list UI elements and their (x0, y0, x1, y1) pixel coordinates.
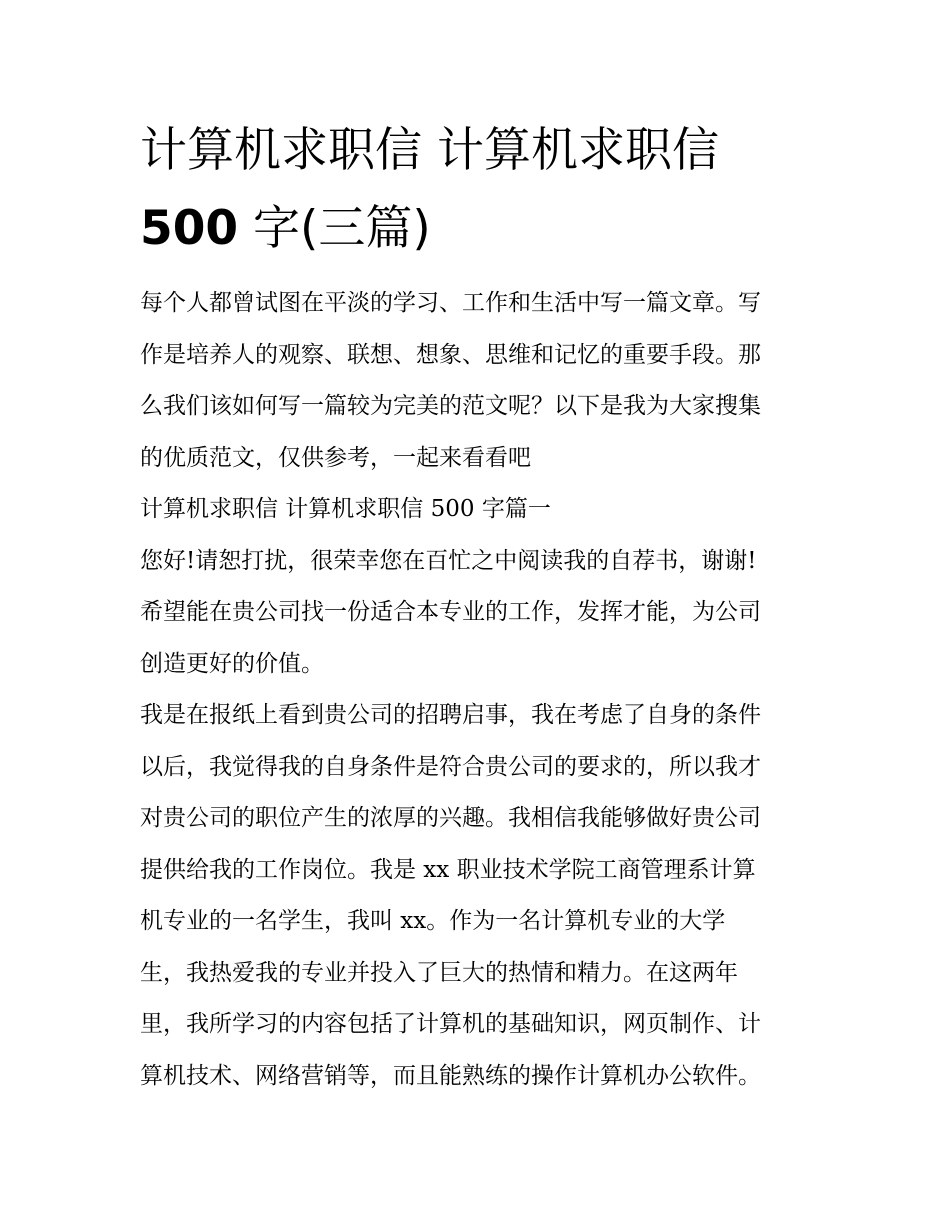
intro-line: 么我们该如何写一篇较为完美的范文呢？以下是我为大家搜集 (140, 393, 761, 419)
paragraph-line: 生，我热爱我的专业并投入了巨大的热情和精力。在这两年 (140, 959, 738, 986)
paragraph-line: 我是在报纸上看到贵公司的招聘启事，我在考虑了自身的条件 (140, 702, 761, 728)
document-title (140, 112, 812, 268)
intro-paragraph (140, 278, 812, 484)
intro-line: 作是培养人的观察、联想、想象、思维和记忆的重要手段。那 (140, 341, 761, 368)
paragraph-line: 希望能在贵公司找一份适合本专业的工作，发挥才能，为公司 (140, 599, 761, 625)
paragraph-line: 以后，我觉得我的自身条件是符合贵公司的要求的，所以我才 (140, 753, 761, 780)
paragraph-line: 提供给我的工作岗位。我是 xx 职业技术学院工商管理系计算 (140, 856, 756, 883)
title-line-1: 计算机求职信 计算机求职信 (140, 123, 719, 178)
intro-line: 每个人都曾试图在平淡的学习、工作和生活中写一篇文章。写 (140, 290, 761, 316)
letter-paragraph-1 (140, 536, 812, 691)
letter-paragraph-2 (140, 690, 812, 1102)
intro-line: 的优质范文，仅供参考，一起来看看吧 (140, 444, 531, 471)
title-number: 500 (140, 201, 239, 256)
paragraph-line: 机专业的一名学生，我叫 xx。作为一名计算机专业的大学 (140, 908, 726, 934)
paragraph-line: 创造更好的价值。 (140, 650, 324, 677)
paragraph-line: 算机技术、网络营销等，而且能熟练的操作计算机办公软件。 (140, 1062, 761, 1089)
title-suffix: 字(三篇) (238, 201, 431, 256)
paragraph-line: 您好!请恕打扰，很荣幸您在百忙之中阅读我的自荐书，谢谢! (140, 547, 757, 574)
paragraph-line: 里，我所学习的内容包括了计算机的基础知识，网页制作、计 (140, 1011, 761, 1037)
document-content (140, 112, 812, 1102)
title-line-2 (140, 190, 812, 268)
section-heading: 计算机求职信 计算机求职信 500 字篇一 (140, 496, 551, 522)
paragraph-line: 对贵公司的职位产生的浓厚的兴趣。我相信我能够做好贵公司 (140, 805, 761, 831)
